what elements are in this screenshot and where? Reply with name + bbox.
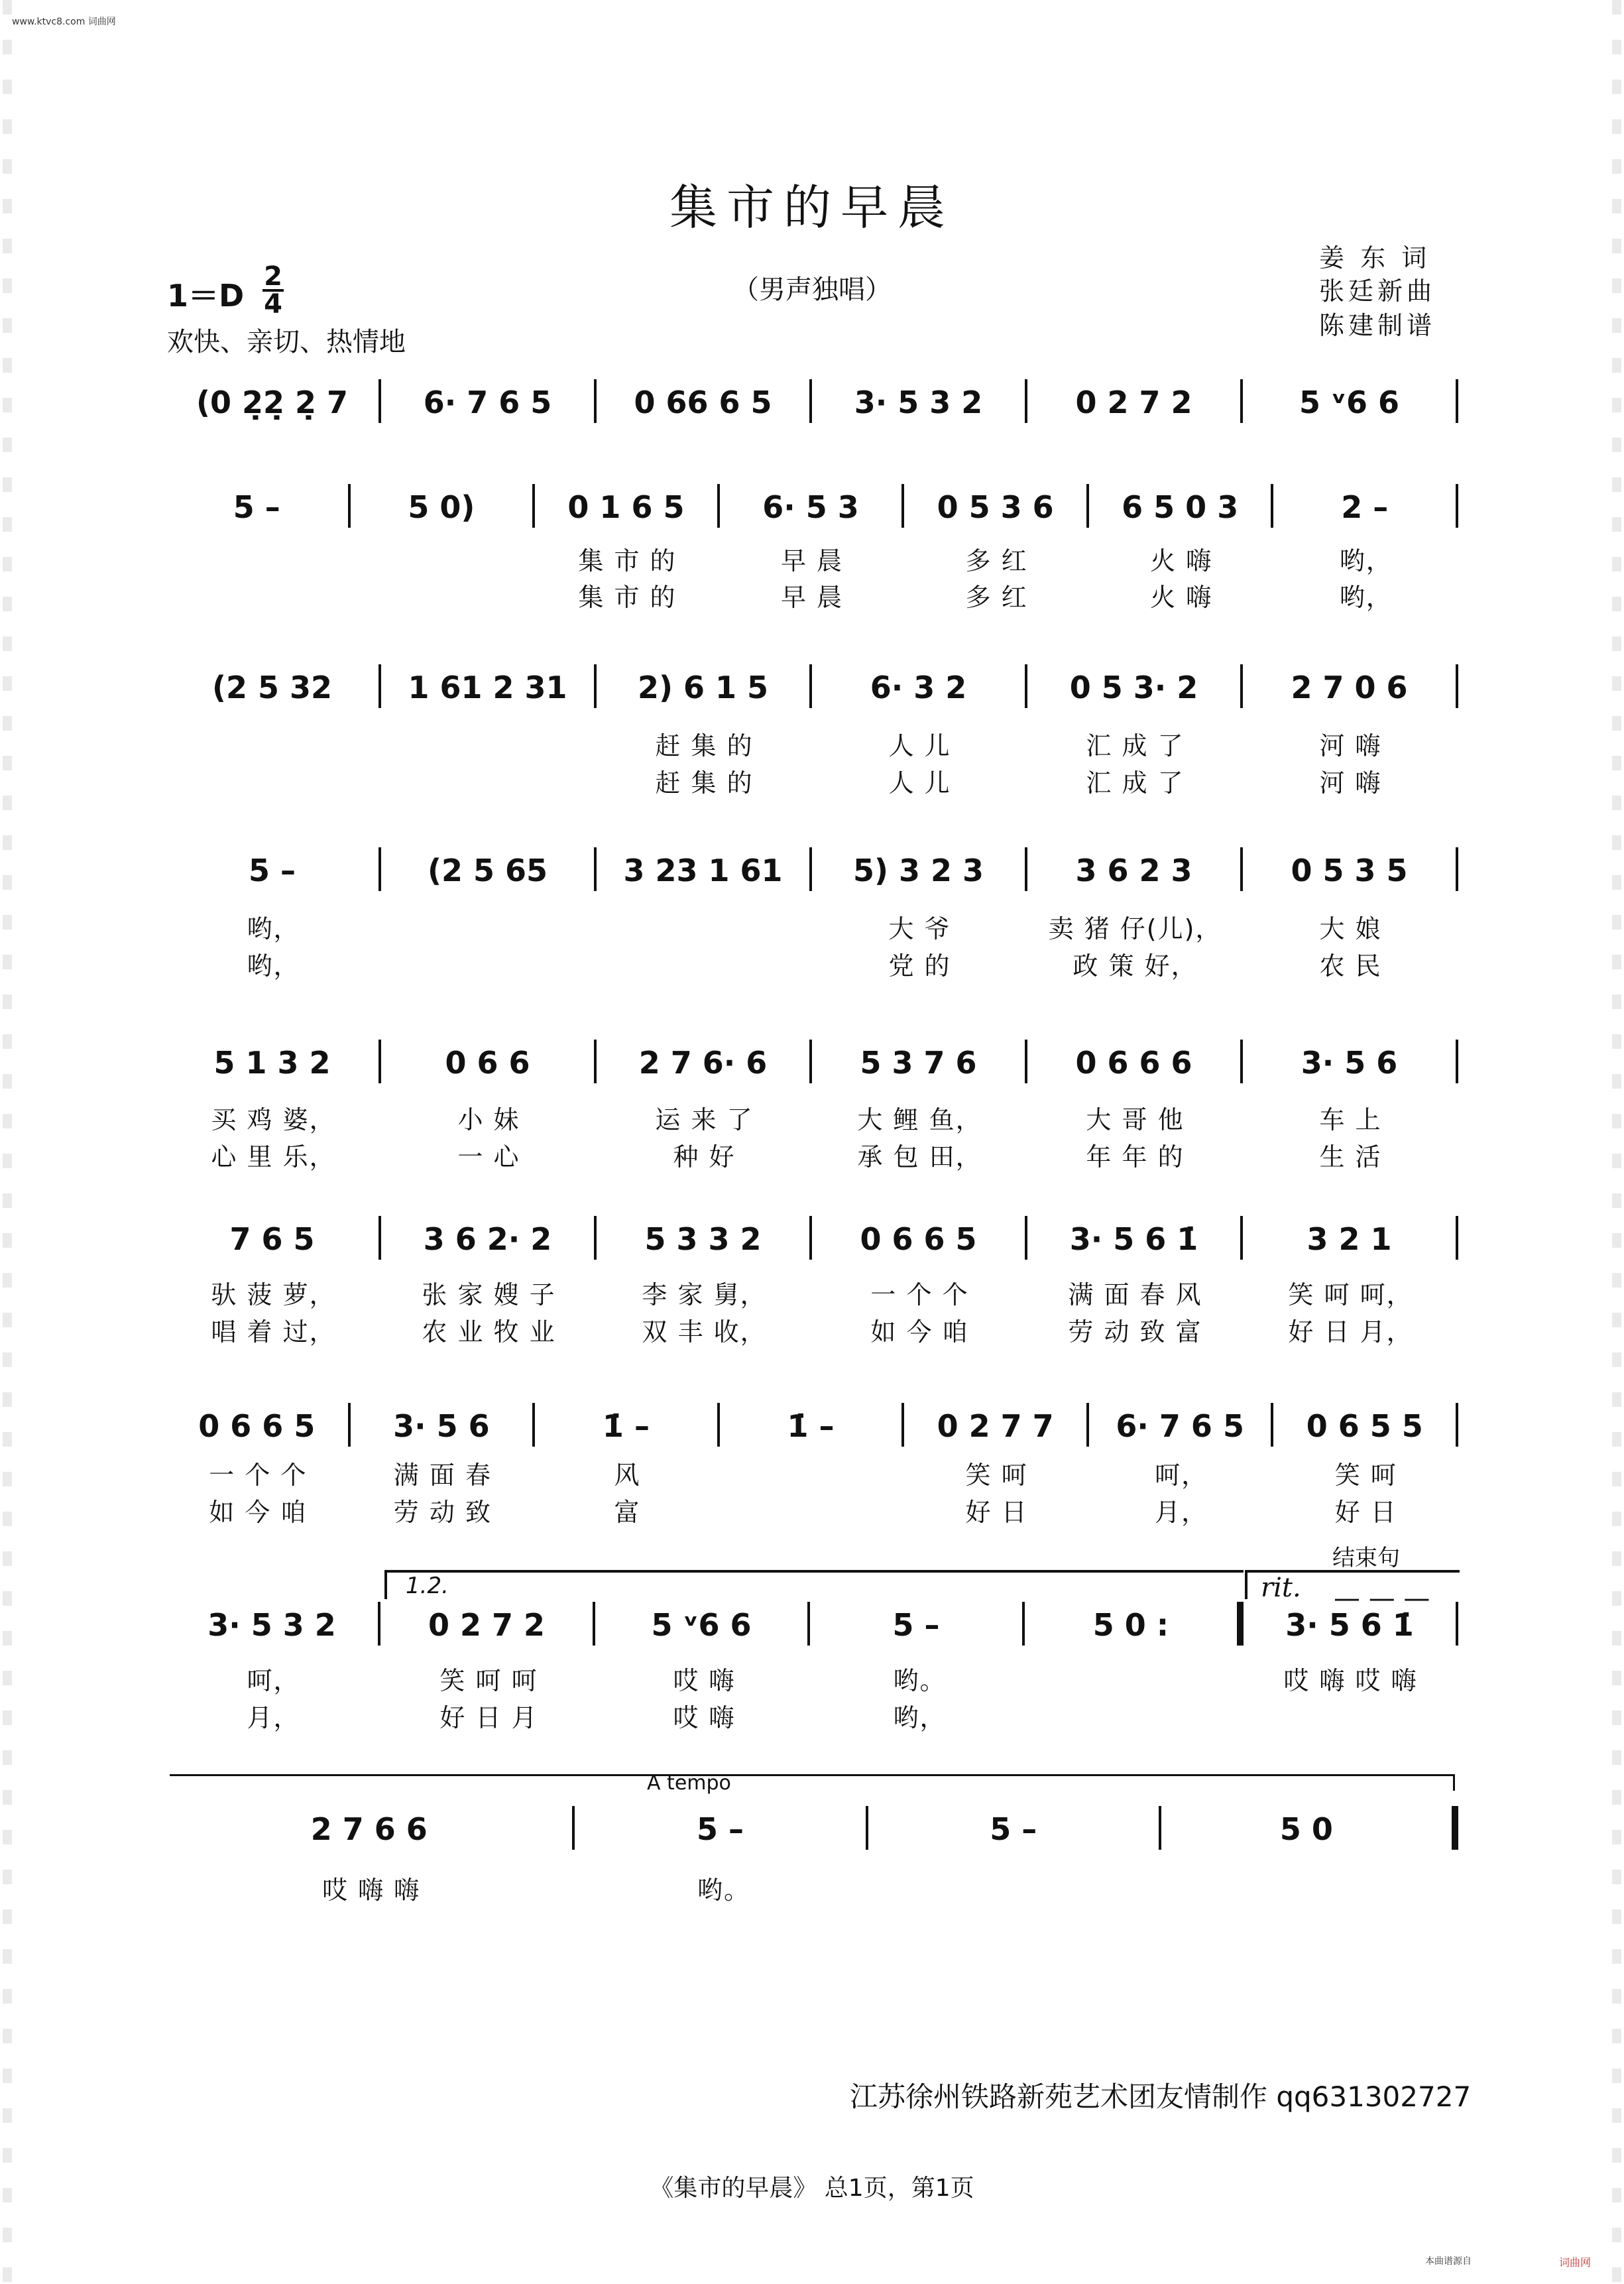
measure: 0 5 3· 2 xyxy=(1069,670,1198,705)
song-title: 集市的早晨 xyxy=(669,180,955,235)
lyric: 火 嗨 xyxy=(1150,546,1213,575)
lyric xyxy=(381,725,597,762)
measure: 1̇ – xyxy=(787,1408,835,1444)
lyric: 月， xyxy=(247,1703,300,1732)
ending-bracket xyxy=(170,1774,1455,1791)
lyric: 大 娘 xyxy=(1319,914,1382,943)
measure: 5 – xyxy=(990,1811,1037,1847)
lyric: 多 红 xyxy=(965,583,1028,612)
lyric: 哎 嗨 嗨 xyxy=(322,1876,421,1905)
lyrics-verse-1 xyxy=(166,1099,1458,1136)
lyrics-verse-1 xyxy=(166,1455,1458,1491)
lyric: 哟。 xyxy=(697,1876,751,1905)
lyric: 人 儿 xyxy=(888,731,951,760)
lyric: 集 市 的 xyxy=(578,546,677,575)
lyrics-verse-2 xyxy=(166,1492,1458,1528)
lyrics-verse-2 xyxy=(166,1697,1458,1734)
lyric: 满 面 春 xyxy=(393,1461,492,1490)
rit-dashes: — — — xyxy=(1334,1583,1430,1614)
lyrics-verse-1 xyxy=(166,1660,1458,1697)
measure: 0 6 6 xyxy=(445,1045,530,1081)
measure: 5 – xyxy=(697,1811,744,1847)
measure: 2 7 6· 6 xyxy=(638,1045,768,1081)
lyric: 汇 成 了 xyxy=(1086,768,1185,798)
measure: 0 6 5 5 xyxy=(1306,1408,1423,1444)
arranger-credit: 陈建制谱 xyxy=(1319,311,1436,340)
lyric: 哎 嗨 哎 嗨 xyxy=(1283,1666,1418,1695)
lyric: 李 家 舅， xyxy=(642,1280,767,1309)
lyric xyxy=(381,762,597,799)
lyric: 笑 呵 呵， xyxy=(1288,1280,1413,1309)
measure: 5 3 3 2 xyxy=(644,1221,762,1257)
key-signature: 1＝D xyxy=(167,278,245,314)
measure: (2 5 32 xyxy=(211,670,333,705)
lyric xyxy=(166,577,351,613)
measure: (0 2̣2̣ 2̣ 7 xyxy=(196,385,349,420)
measure: 3 6 2· 2 xyxy=(423,1221,552,1257)
measure: 5 0 xyxy=(1279,1811,1333,1847)
lyrics-verse-1 xyxy=(166,1870,1458,1906)
lyric: 哎 嗨 xyxy=(673,1703,736,1732)
lyric: 笑 呵 呵 xyxy=(439,1666,538,1695)
lyrics-verse-2 xyxy=(166,762,1458,799)
lyric: 大 鲤 鱼， xyxy=(857,1105,982,1134)
lyric xyxy=(351,540,536,577)
lyric: 农 民 xyxy=(1319,951,1382,981)
lyric: 多 红 xyxy=(965,546,1028,575)
measure: 3· 5 6 1̇ xyxy=(1069,1221,1198,1257)
page-indicator: 《集市的早晨》 总1页，第1页 xyxy=(650,2175,974,2202)
volta-bracket xyxy=(384,1570,1244,1599)
lyric: 双 丰 收， xyxy=(642,1317,767,1347)
lyric: 河 嗨 xyxy=(1319,768,1382,798)
lyric: 赶 集 的 xyxy=(655,768,754,798)
lyric: 富 xyxy=(614,1498,641,1527)
lyrics-verse-2 xyxy=(166,1311,1458,1348)
measure: 5 1 3 2 xyxy=(213,1045,331,1081)
lyric: 笑 呵 xyxy=(1334,1461,1397,1490)
volta-label: 1.2. xyxy=(406,1573,449,1599)
lyric: 一 心 xyxy=(457,1142,520,1172)
coda-bracket xyxy=(1245,1570,1460,1614)
measure: 3· 5 6 xyxy=(393,1408,490,1444)
measure: 5) 3 2 3 xyxy=(852,853,984,888)
lyric xyxy=(166,725,381,762)
lyric: 承 包 田， xyxy=(857,1142,982,1172)
measure: 3· 5 3 2 xyxy=(207,1607,336,1643)
lyric: 一 个 个 xyxy=(870,1280,969,1309)
lyric xyxy=(1165,1870,1458,1906)
measure: 5 3 7 6 xyxy=(860,1045,977,1081)
lyric: 驮 菠 萝， xyxy=(211,1280,336,1309)
lyric: 河 嗨 xyxy=(1319,731,1382,760)
lyric: 年 年 的 xyxy=(1086,1142,1185,1172)
measure: 1 61 2 31 xyxy=(408,670,567,705)
lyric xyxy=(597,908,812,945)
lyric: 赶 集 的 xyxy=(655,731,754,760)
measure: 5 0 : xyxy=(1092,1607,1169,1643)
lyric: 哟。 xyxy=(893,1666,947,1695)
lyric: 一 个 个 xyxy=(209,1461,308,1490)
lyric: 张 家 嫂 子 xyxy=(422,1280,556,1309)
lyric: 劳 动 致 xyxy=(393,1498,492,1527)
lyric xyxy=(597,945,812,982)
measure: 6 5 0 3 xyxy=(1122,489,1239,525)
measure: 6· 7 6 5 xyxy=(1116,1408,1244,1444)
lyric: 哟， xyxy=(247,914,300,943)
lyric: 火 嗨 xyxy=(1150,583,1213,612)
lyrics-verse-2 xyxy=(166,945,1458,982)
lyric: 哎 嗨 xyxy=(673,1666,736,1695)
lyric xyxy=(720,1492,905,1528)
lyrics-verse-2 xyxy=(166,577,1458,613)
lyric: 党 的 xyxy=(888,951,951,981)
lyric: 笑 呵 xyxy=(965,1461,1028,1490)
right-watermark-strip xyxy=(1612,0,1621,2284)
lyrics-verse-1 xyxy=(166,725,1458,762)
measure: (2 5 65 xyxy=(427,853,548,888)
lyric: 早 晨 xyxy=(780,583,844,612)
measure: 3 6 2 3 xyxy=(1075,853,1192,888)
composer-credit: 张廷新曲 xyxy=(1319,276,1436,306)
lyric: 心 里 乐， xyxy=(211,1142,336,1172)
lyric: 哟， xyxy=(1339,583,1393,612)
measure: 5 ᵛ6 6 xyxy=(1299,385,1400,420)
measure: 5 – xyxy=(233,489,280,525)
lyric: 哟， xyxy=(1339,546,1393,575)
measure: 5 – xyxy=(248,853,296,888)
measure: 2) 6 1 5 xyxy=(637,670,769,705)
measure: 0 5 3 5 xyxy=(1291,853,1408,888)
measure: 6· 7 6 5 xyxy=(423,385,552,420)
lyric: 小 妹 xyxy=(457,1105,520,1134)
lyric: 买 鸡 婆， xyxy=(211,1105,336,1134)
measure: 0 1 6 5 xyxy=(567,489,685,525)
lyric: 唱 着 过， xyxy=(211,1317,336,1347)
lyric: 呵， xyxy=(1155,1461,1208,1490)
lyric: 风 xyxy=(614,1461,641,1490)
lyric: 哟， xyxy=(893,1703,947,1732)
lyric xyxy=(1027,1660,1243,1697)
measure: 0 6 6 5 xyxy=(860,1221,977,1257)
measure: 0 6 6 6 xyxy=(1075,1045,1192,1081)
measure: 3· 5 6 xyxy=(1301,1045,1398,1081)
lyric: 种 好 xyxy=(673,1142,736,1172)
lyric: 政 策 好， xyxy=(1073,951,1198,981)
lyric xyxy=(720,1455,905,1491)
lyric: 好 日 月 xyxy=(439,1703,538,1732)
lyric: 如 今 咱 xyxy=(870,1317,969,1347)
coda-label: 结束句 xyxy=(1332,1545,1400,1571)
measure: 3 2 1 xyxy=(1306,1221,1392,1257)
lyric xyxy=(166,540,351,577)
lyric xyxy=(1027,1697,1243,1734)
left-watermark-strip xyxy=(3,0,12,2284)
measure: 6· 3 2 xyxy=(870,670,967,705)
lyric xyxy=(381,945,597,982)
measure: 0 2 7 7 xyxy=(937,1408,1054,1444)
lyric: 满 面 春 风 xyxy=(1068,1280,1202,1309)
measure: 2 7 0 6 xyxy=(1291,670,1408,705)
measure: 2 – xyxy=(1341,489,1389,525)
brand-label: 词曲网 xyxy=(1559,2256,1592,2269)
rit-marking: rit. xyxy=(1261,1573,1301,1603)
lyric: 劳 动 致 富 xyxy=(1068,1317,1202,1347)
source-label: 本曲谱源自 xyxy=(1425,2256,1472,2267)
lyric: 人 儿 xyxy=(888,768,951,798)
lyric: 运 来 了 xyxy=(655,1105,754,1134)
performance-note: （男声独唱） xyxy=(732,274,892,305)
lyric: 大 哥 他 xyxy=(1086,1105,1185,1134)
meter-top: 2 xyxy=(264,261,282,292)
lyric xyxy=(1243,1697,1458,1734)
lyric: 汇 成 了 xyxy=(1086,731,1185,760)
lyric: 生 活 xyxy=(1319,1142,1382,1172)
time-signature xyxy=(260,261,286,320)
site-header: www.ktvc8.com 词曲网 xyxy=(12,17,116,27)
meter-bottom: 4 xyxy=(264,289,282,320)
lyric xyxy=(871,1870,1165,1906)
measure: 5 – xyxy=(892,1607,940,1643)
measure: 0 2 7 2 xyxy=(428,1607,546,1643)
lyric: 好 日 xyxy=(1334,1498,1397,1527)
measure: 0 2 7 2 xyxy=(1075,385,1192,420)
lyric: 哟， xyxy=(247,951,300,981)
lyric xyxy=(166,762,381,799)
lyric xyxy=(351,577,536,613)
measure: 3· 5 3 2 xyxy=(854,385,983,420)
measure: 7 6 5 xyxy=(229,1221,315,1257)
measure: 1̇ – xyxy=(602,1408,650,1444)
measure: 2 7 6 6 xyxy=(310,1811,428,1847)
lyrics-verse-1 xyxy=(166,1274,1458,1311)
measure: 3 23 1 61 xyxy=(623,853,783,888)
measure: 5 0) xyxy=(408,489,475,525)
lyric: 车 上 xyxy=(1319,1105,1382,1134)
maker-credit: 江苏徐州铁路新苑艺术团友情制作 qq631302727 xyxy=(850,2080,1472,2113)
measure: 6· 5 3 xyxy=(762,489,859,525)
lyric: 月， xyxy=(1155,1498,1208,1527)
lyricist-credit: 姜 东 词 xyxy=(1319,243,1431,272)
measure: 5 ᵛ6 6 xyxy=(651,1607,752,1643)
lyric: 好 日 月， xyxy=(1288,1317,1413,1347)
measure: 0 5 3 6 xyxy=(937,489,1054,525)
lyrics-verse-1 xyxy=(166,908,1458,945)
measure: 0 66 6 5 xyxy=(634,385,772,420)
measure: 0 6 6 5 xyxy=(198,1408,316,1444)
lyrics-verse-2 xyxy=(166,1136,1458,1173)
lyric: 农 业 牧 业 xyxy=(422,1317,556,1347)
lyric: 如 今 咱 xyxy=(209,1498,308,1527)
lyric: 集 市 的 xyxy=(578,583,677,612)
lyric xyxy=(381,908,597,945)
a-tempo-marking: A tempo xyxy=(647,1772,731,1795)
lyric: 好 日 xyxy=(965,1498,1028,1527)
lyric: 卖 猪 仔(儿)， xyxy=(1048,914,1222,943)
lyric: 大 爷 xyxy=(888,914,951,943)
lyrics-verse-1 xyxy=(166,540,1458,577)
tempo-marking: 欢快、亲切、热情地 xyxy=(167,327,406,357)
measure: 3· 5 6 1̇ xyxy=(1285,1607,1414,1643)
lyric: 呵， xyxy=(247,1666,300,1695)
lyric: 早 晨 xyxy=(780,546,844,575)
